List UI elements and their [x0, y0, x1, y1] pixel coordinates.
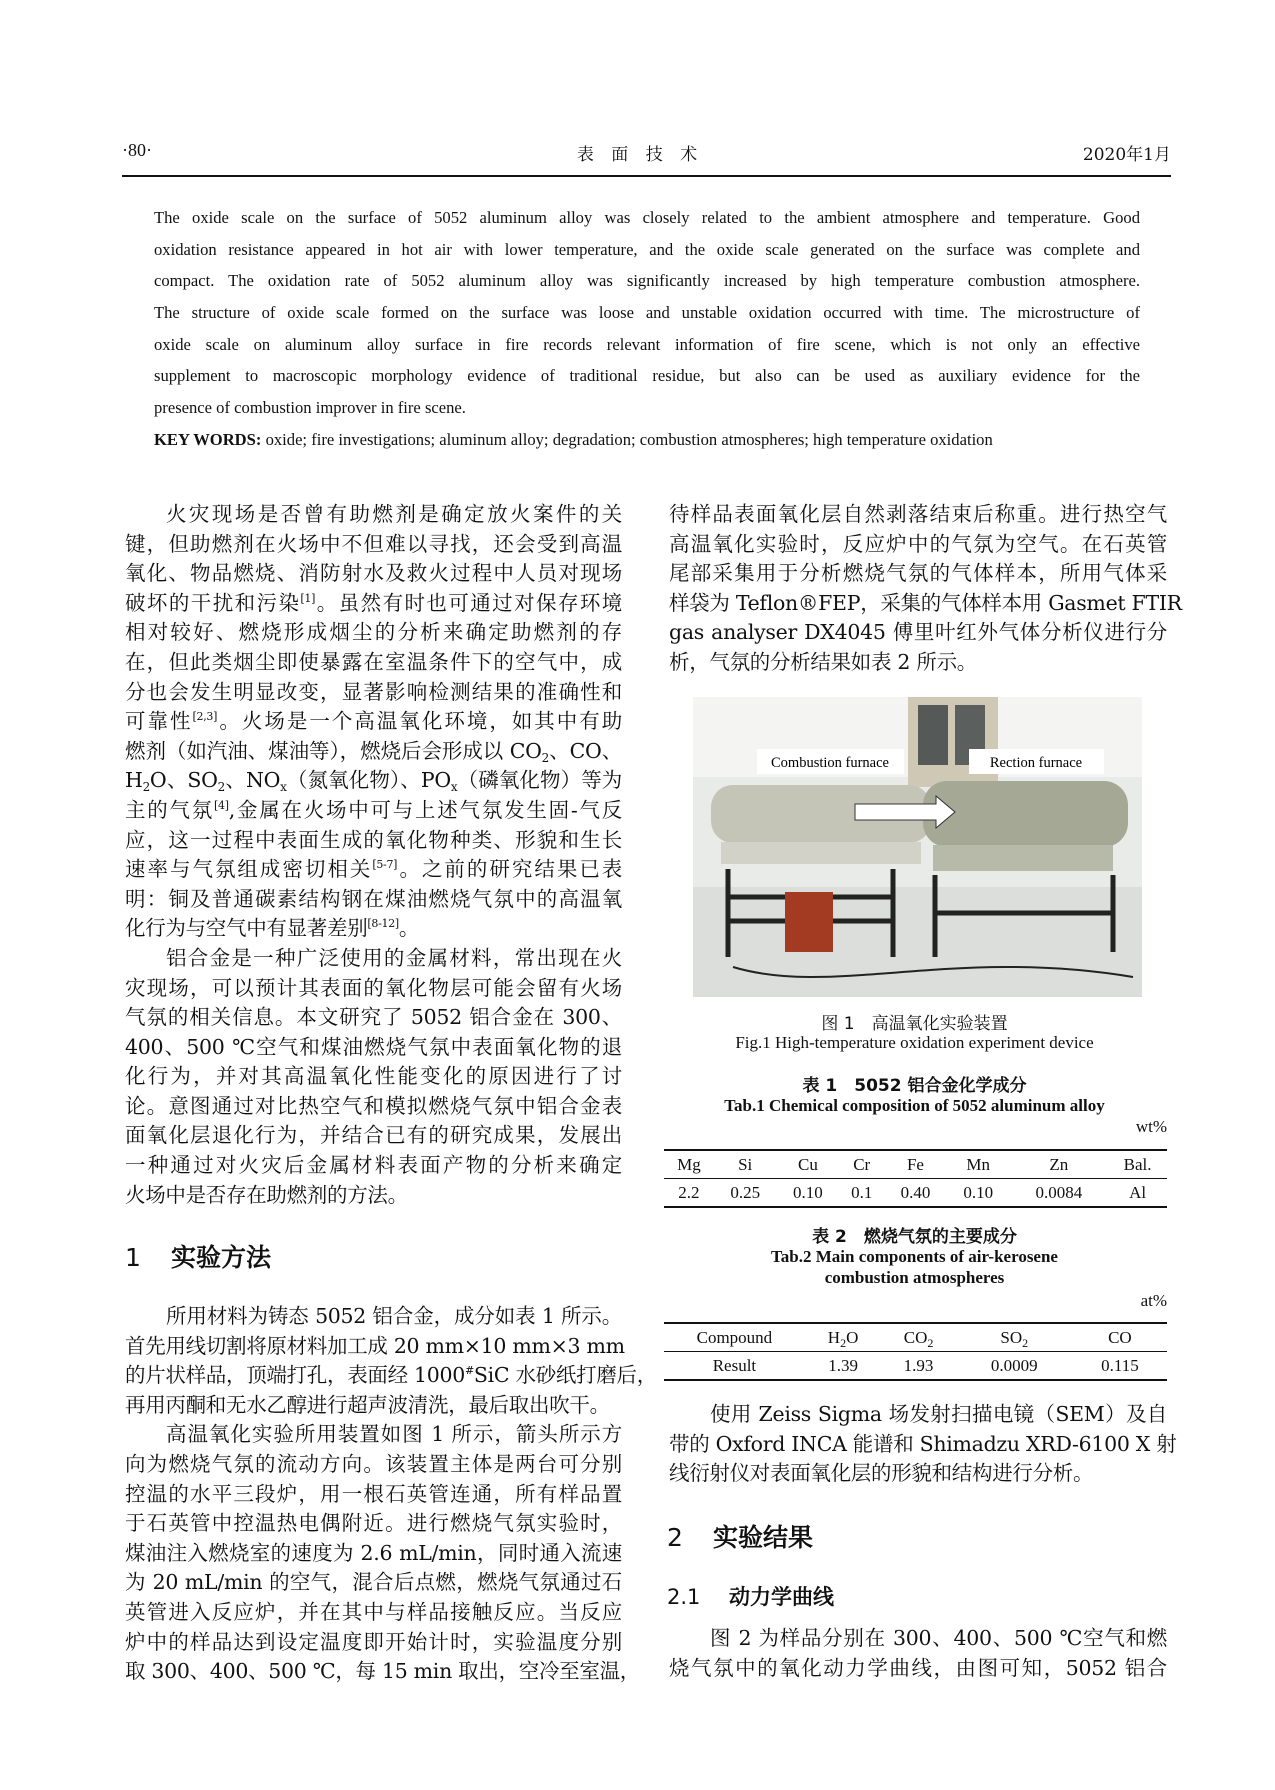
- text-run: 铝合金是一种广泛使用的金属材料，常出现在火: [166, 945, 622, 970]
- combustion-furnace-label: Combustion furnace: [771, 755, 889, 771]
- text-run: 线衍射仪对表面氧化层的形貌和结构进行分析。: [669, 1461, 1094, 1486]
- table-header: Bal.: [1108, 1150, 1167, 1179]
- text-line: [125, 944, 622, 974]
- text-line: [125, 618, 622, 648]
- text-line: [154, 396, 1140, 428]
- text-line: [125, 648, 622, 678]
- paragraph: [669, 500, 1182, 678]
- text-run: oxide scale on aluminum alloy surface in fire records relevant information of fire scene, which is not only an effective: [154, 334, 1140, 354]
- table-cell: 0.115: [1073, 1352, 1167, 1381]
- table-cell: 0.0084: [1010, 1179, 1109, 1208]
- section-number: 2.1: [667, 1585, 701, 1609]
- paragraph: [125, 1420, 640, 1686]
- table-2-atmosphere: [664, 1322, 1167, 1381]
- table-cell: 0.10: [777, 1179, 840, 1208]
- text-line: [669, 530, 1167, 560]
- text-line: [125, 559, 622, 589]
- issue-date: 2020年1月: [1082, 145, 1171, 165]
- table-header: Zn: [1010, 1150, 1109, 1179]
- figure-1-photo: [693, 697, 1142, 997]
- text-run: 火场中是否存在助燃剂的方法。: [125, 1182, 408, 1207]
- text-run: 再用丙酮和无水乙醇进行超声波清洗，最后取出吹干。: [125, 1392, 610, 1417]
- text-line: [154, 206, 1140, 238]
- right-column-sem-text: [669, 1400, 1177, 1489]
- text-run: 键，但助燃剂在火场中不但难以寻找，还会受到高温: [125, 531, 622, 556]
- text-run: 尾部采集用于分析燃烧气氛的气体样本，所用气体采: [669, 561, 1167, 586]
- text-line: [125, 589, 622, 619]
- text-run: 面氧化层退化行为，并结合已有的研究成果，发展出: [125, 1123, 622, 1148]
- text-run: 所用材料为铸态 5052 铝合金，成分如表 1 所示。: [166, 1304, 622, 1328]
- text-run: 应，这一过程中表面生成的氧化物种类、形貌和生长: [125, 827, 622, 852]
- text-run: 可靠性: [125, 709, 193, 734]
- section-title: 实验结果: [713, 1523, 814, 1552]
- table-row-label: Result: [664, 1352, 805, 1381]
- text-line: [669, 559, 1167, 589]
- abstract-text: [154, 206, 1140, 428]
- right-column-kinetics-text: [669, 1624, 1167, 1683]
- text-line: [154, 269, 1140, 301]
- formula-part: SO: [1000, 1327, 1023, 1347]
- table-header: [881, 1323, 955, 1352]
- text-run: （磷氧化物）等为: [457, 768, 622, 793]
- table-cell: 0.40: [884, 1179, 947, 1208]
- text-line: [669, 1400, 1167, 1430]
- text-line: [669, 618, 1167, 648]
- text-run: 为 20 mL/min 的空气，混合后点燃，燃烧气氛通过石: [125, 1570, 622, 1595]
- table-header: Cu: [777, 1150, 840, 1179]
- text-line: [669, 648, 1167, 678]
- text-run: 图 2 为样品分别在 300、400、500 ℃空气和燃: [710, 1626, 1167, 1650]
- text-run: 析，气氛的分析结果如表 2 所示。: [669, 649, 977, 674]
- text-run: 相对较好、燃烧形成烟尘的分析来确定助燃剂的存: [125, 620, 622, 645]
- table-1-unit: wt%: [1135, 1117, 1167, 1136]
- text-run: The structure of oxide scale formed on the surface was loose and unstable oxidation occurred with time. The microstructure of: [154, 303, 1140, 323]
- table-header: Cr: [839, 1150, 884, 1179]
- subscript: 2: [840, 1335, 847, 1350]
- citation-superscript: [5-7]: [372, 858, 398, 872]
- table-cell: 0.1: [839, 1179, 884, 1208]
- left-column-intro: [125, 500, 622, 1210]
- text-run: 。之前的研究结果已表: [397, 857, 623, 882]
- text-run: 火灾现场是否曾有助燃剂是确定放火案件的关: [166, 502, 622, 526]
- text-line: [669, 500, 1167, 530]
- text-run: 英管进入反应炉，并在其中与样品接触反应。当反应: [125, 1599, 622, 1624]
- table-cell: 0.25: [714, 1179, 777, 1208]
- text-run: presence of combustion improver in fire scene.: [154, 398, 466, 418]
- text-run: 论。意图通过对比热空气和模拟燃烧气氛中铝合金表: [125, 1093, 622, 1118]
- text-line: [125, 530, 622, 560]
- text-line: [125, 500, 622, 530]
- subscript: 2: [541, 750, 549, 765]
- text-line: [669, 1430, 1177, 1460]
- text-line: [125, 678, 622, 708]
- text-line: [125, 1302, 622, 1332]
- table-cell: 1.93: [881, 1352, 955, 1381]
- citation-superscript: [8-12]: [367, 917, 399, 931]
- text-run: 取 300、400、500 ℃，每 15 min 取出，空冷至室温，: [125, 1659, 640, 1684]
- text-line: [125, 1181, 622, 1211]
- text-line: [125, 1568, 622, 1598]
- text-run: 。虽然有时也可通过对保存环境: [315, 590, 622, 615]
- text-line: [125, 707, 622, 737]
- text-run: 样袋为 Teflon®FEP，采集的气体样本用 Gasmet FTIR: [669, 590, 1182, 615]
- table-2-caption-cn: 表 2 燃烧气氛的主要成分: [812, 1227, 1017, 1247]
- text-line: [125, 1361, 657, 1391]
- text-line: [669, 589, 1182, 619]
- text-run: 炉中的样品达到设定温度即开始计时，实验温度分别: [125, 1629, 622, 1654]
- subscript: x: [450, 780, 458, 795]
- subscript: 2: [142, 780, 150, 795]
- text-line: [669, 1459, 1167, 1489]
- table-cell: 0.10: [947, 1179, 1010, 1208]
- text-line: [669, 1654, 1167, 1684]
- english-abstract: [154, 206, 1140, 460]
- text-run: SiC 水砂纸打磨后，: [473, 1363, 657, 1388]
- table-cell: 2.2: [664, 1179, 714, 1208]
- table-cell: 1.39: [805, 1352, 882, 1381]
- text-run: 使用 Zeiss Sigma 场发射扫描电镜（SEM）及自: [710, 1402, 1167, 1426]
- subscript: 2: [1022, 1335, 1029, 1350]
- text-run: 高温氧化实验所用装置如图 1 所示，箭头所示方: [166, 1422, 622, 1447]
- table-2-caption-en-line2: combustion atmospheres: [824, 1268, 1005, 1287]
- text-line: [125, 1151, 622, 1181]
- text-line: [154, 238, 1140, 270]
- text-run: 、CO、: [548, 738, 622, 763]
- journal-title: 表 面 技 术: [576, 145, 704, 165]
- text-run: 化行为，并对其高温氧化性能变化的原因进行了讨: [125, 1064, 622, 1089]
- keywords: oxide; fire investigations; aluminum alloy; degradation; combustion atmospheres; high temperature oxidation: [261, 429, 993, 449]
- text-line: [125, 796, 622, 826]
- text-run: 主的气氛: [125, 797, 215, 822]
- table-2-unit: at%: [1140, 1291, 1167, 1310]
- text-line: [125, 1121, 622, 1151]
- table-cell: 0.0009: [956, 1352, 1073, 1381]
- furnace-apparatus-image: [693, 697, 1142, 997]
- table-header: Fe: [884, 1150, 947, 1179]
- text-line: [125, 1062, 622, 1092]
- text-line: [125, 855, 622, 885]
- text-run: 化行为与空气中有显著差别: [125, 916, 368, 941]
- text-line: [154, 364, 1140, 396]
- text-line: [125, 1598, 622, 1628]
- section-heading-2: [667, 1518, 813, 1554]
- text-run: 待样品表面氧化层自然剥落结束后称重。进行热空气: [669, 502, 1167, 526]
- text-run: 于石英管中控温热电偶附近。进行燃烧气氛实验时，: [125, 1511, 622, 1536]
- paragraph: [125, 1302, 657, 1420]
- formula-part: O: [846, 1327, 859, 1347]
- section-title: 实验方法: [171, 1243, 272, 1272]
- text-run: 。: [398, 916, 420, 941]
- text-run: 烧气氛中的氧化动力学曲线，由图可知，5052 铝合: [669, 1655, 1167, 1680]
- table-header: Mn: [947, 1150, 1010, 1179]
- text-line: [154, 333, 1140, 365]
- text-line: [125, 826, 622, 856]
- table-1-caption-cn: 表 1 5052 铝合金化学成分: [802, 1076, 1027, 1096]
- subscript: x: [280, 780, 287, 795]
- text-line: [125, 1003, 622, 1033]
- table-cell: Al: [1108, 1179, 1167, 1208]
- formula-part: CO: [903, 1327, 928, 1347]
- text-run: 在，但此类烟尘即使暴露在室温条件下的空气中，成: [125, 649, 622, 674]
- section-title: 动力学曲线: [729, 1585, 834, 1609]
- keywords-label: KEY WORDS:: [154, 429, 262, 449]
- text-run: 首先用线切割将原材料加工成 20 mm×10 mm×3 mm: [125, 1333, 625, 1358]
- text-line: [125, 1332, 625, 1362]
- text-line: [125, 1391, 622, 1421]
- subscript: 2: [927, 1335, 934, 1350]
- text-line: [125, 914, 622, 944]
- text-run: 灾现场，可以预计其表面的氧化物层可能会留有火场: [125, 975, 622, 1000]
- text-run: 向为燃烧气氛的流动方向。该装置主体是两台可分别: [125, 1451, 622, 1476]
- text-run: O、SO: [149, 768, 218, 793]
- text-run: H: [125, 768, 143, 793]
- text-line: [669, 1624, 1167, 1654]
- text-run: 气氛的相关信息。本文研究了 5052 铝合金在 300、: [125, 1005, 622, 1030]
- table-header: Compound: [664, 1323, 805, 1352]
- text-line: [125, 1539, 622, 1569]
- page-number: ·80·: [122, 140, 152, 160]
- text-run: 一种通过对火灾后金属材料表面产物的分析来确定: [125, 1153, 622, 1178]
- text-run: 氧化、物品燃烧、消防射水及救火过程中人员对现场: [125, 561, 622, 586]
- paragraph: [125, 500, 622, 944]
- table-2-caption-en-line1: Tab.2 Main components of air-kerosene: [771, 1247, 1058, 1266]
- text-run: gas analyser DX4045 傅里叶红外气体分析仪进行分: [669, 620, 1167, 645]
- reaction-furnace-label: Rection furnace: [989, 755, 1083, 771]
- text-line: [125, 1657, 640, 1687]
- text-run: 分也会发生明显改变，显著影响检测结果的准确性和: [125, 679, 622, 704]
- text-run: 燃剂（如汽油、煤油等），燃烧后会形成以 CO: [125, 738, 542, 763]
- keywords-line: [154, 428, 1140, 460]
- text-line: [125, 1450, 622, 1480]
- table-header: [956, 1323, 1073, 1352]
- right-column-text: [669, 500, 1182, 678]
- text-run: The oxide scale on the surface of 5052 aluminum alloy was closely related to the ambient atmosphere and temperature. Good: [154, 208, 1140, 227]
- text-run: 破坏的干扰和污染: [125, 590, 301, 615]
- text-line: [125, 1480, 622, 1510]
- text-run: supplement to macroscopic morphology evidence of traditional residue, but also can be used as auxiliary evidence for the: [154, 366, 1140, 386]
- text-line: [125, 974, 622, 1004]
- text-line: [125, 766, 622, 796]
- subscript: 2: [217, 780, 225, 795]
- paragraph: [669, 1624, 1167, 1683]
- header-rule: [122, 175, 1171, 177]
- text-run: 明：铜及普通碳素结构钢在煤油燃烧气氛中的高温氧: [125, 886, 622, 911]
- citation-superscript: #: [465, 1364, 474, 1378]
- section-heading-1: [125, 1238, 271, 1274]
- table-header: Mg: [664, 1150, 714, 1179]
- paragraph: [125, 944, 622, 1210]
- text-run: 控温的水平三段炉，用一根石英管连通，所有样品置: [125, 1481, 622, 1506]
- text-line: [125, 1509, 622, 1539]
- text-line: [125, 1420, 622, 1450]
- figure-1-caption-en: Fig.1 High-temperature oxidation experiment device: [735, 1033, 1094, 1052]
- table-header: CO: [1073, 1323, 1167, 1352]
- table-1-composition: [664, 1149, 1167, 1208]
- section-number: 1: [125, 1243, 141, 1272]
- text-run: ,金属在火场中可与上述气氛发生固-气反: [228, 797, 622, 822]
- paragraph: [669, 1400, 1177, 1489]
- text-run: 400、500 ℃空气和煤油燃烧气氛中表面氧化物的退: [125, 1034, 622, 1059]
- formula-part: H: [827, 1327, 841, 1347]
- citation-superscript: [2,3]: [192, 710, 218, 724]
- text-line: [125, 1628, 622, 1658]
- text-run: （氮氧化物）、PO: [286, 768, 451, 793]
- text-line: [125, 885, 622, 915]
- section-number: 2: [667, 1523, 683, 1552]
- text-run: 的片状样品，顶端打孔，表面经 1000: [125, 1363, 465, 1388]
- text-run: 、NO: [225, 768, 281, 793]
- text-line: [125, 1092, 622, 1122]
- text-line: [125, 737, 622, 767]
- text-line: [125, 1033, 622, 1063]
- citation-superscript: [4]: [214, 798, 229, 812]
- text-run: 高温氧化实验时，反应炉中的气氛为空气。在石英管: [669, 531, 1167, 556]
- citation-superscript: [1]: [300, 591, 316, 605]
- table-1-caption-en: Tab.1 Chemical composition of 5052 aluminum alloy: [724, 1096, 1105, 1115]
- table-header: [805, 1323, 882, 1352]
- text-run: oxidation resistance appeared in hot air with lower temperature, and the oxide scale generated on the surface was complete and: [154, 239, 1140, 259]
- text-run: 速率与气氛组成密切相关: [125, 857, 373, 882]
- left-column-methods: [125, 1302, 657, 1687]
- subsection-heading-2-1: [667, 1581, 834, 1611]
- text-run: 带的 Oxford INCA 能谱和 Shimadzu XRD-6100 X 射: [669, 1431, 1177, 1456]
- text-line: [154, 301, 1140, 333]
- table-header: Si: [714, 1150, 777, 1179]
- figure-1-caption-cn: 图 1 高温氧化实验装置: [821, 1014, 1008, 1034]
- text-run: compact. The oxidation rate of 5052 aluminum alloy was significantly increased by high temperature combustion atmosphere.: [154, 271, 1140, 291]
- text-run: 。火场是一个高温氧化环境，如其中有助: [217, 709, 622, 734]
- text-run: 煤油注入燃烧室的速度为 2.6 mL/min，同时通入流速: [125, 1540, 622, 1565]
